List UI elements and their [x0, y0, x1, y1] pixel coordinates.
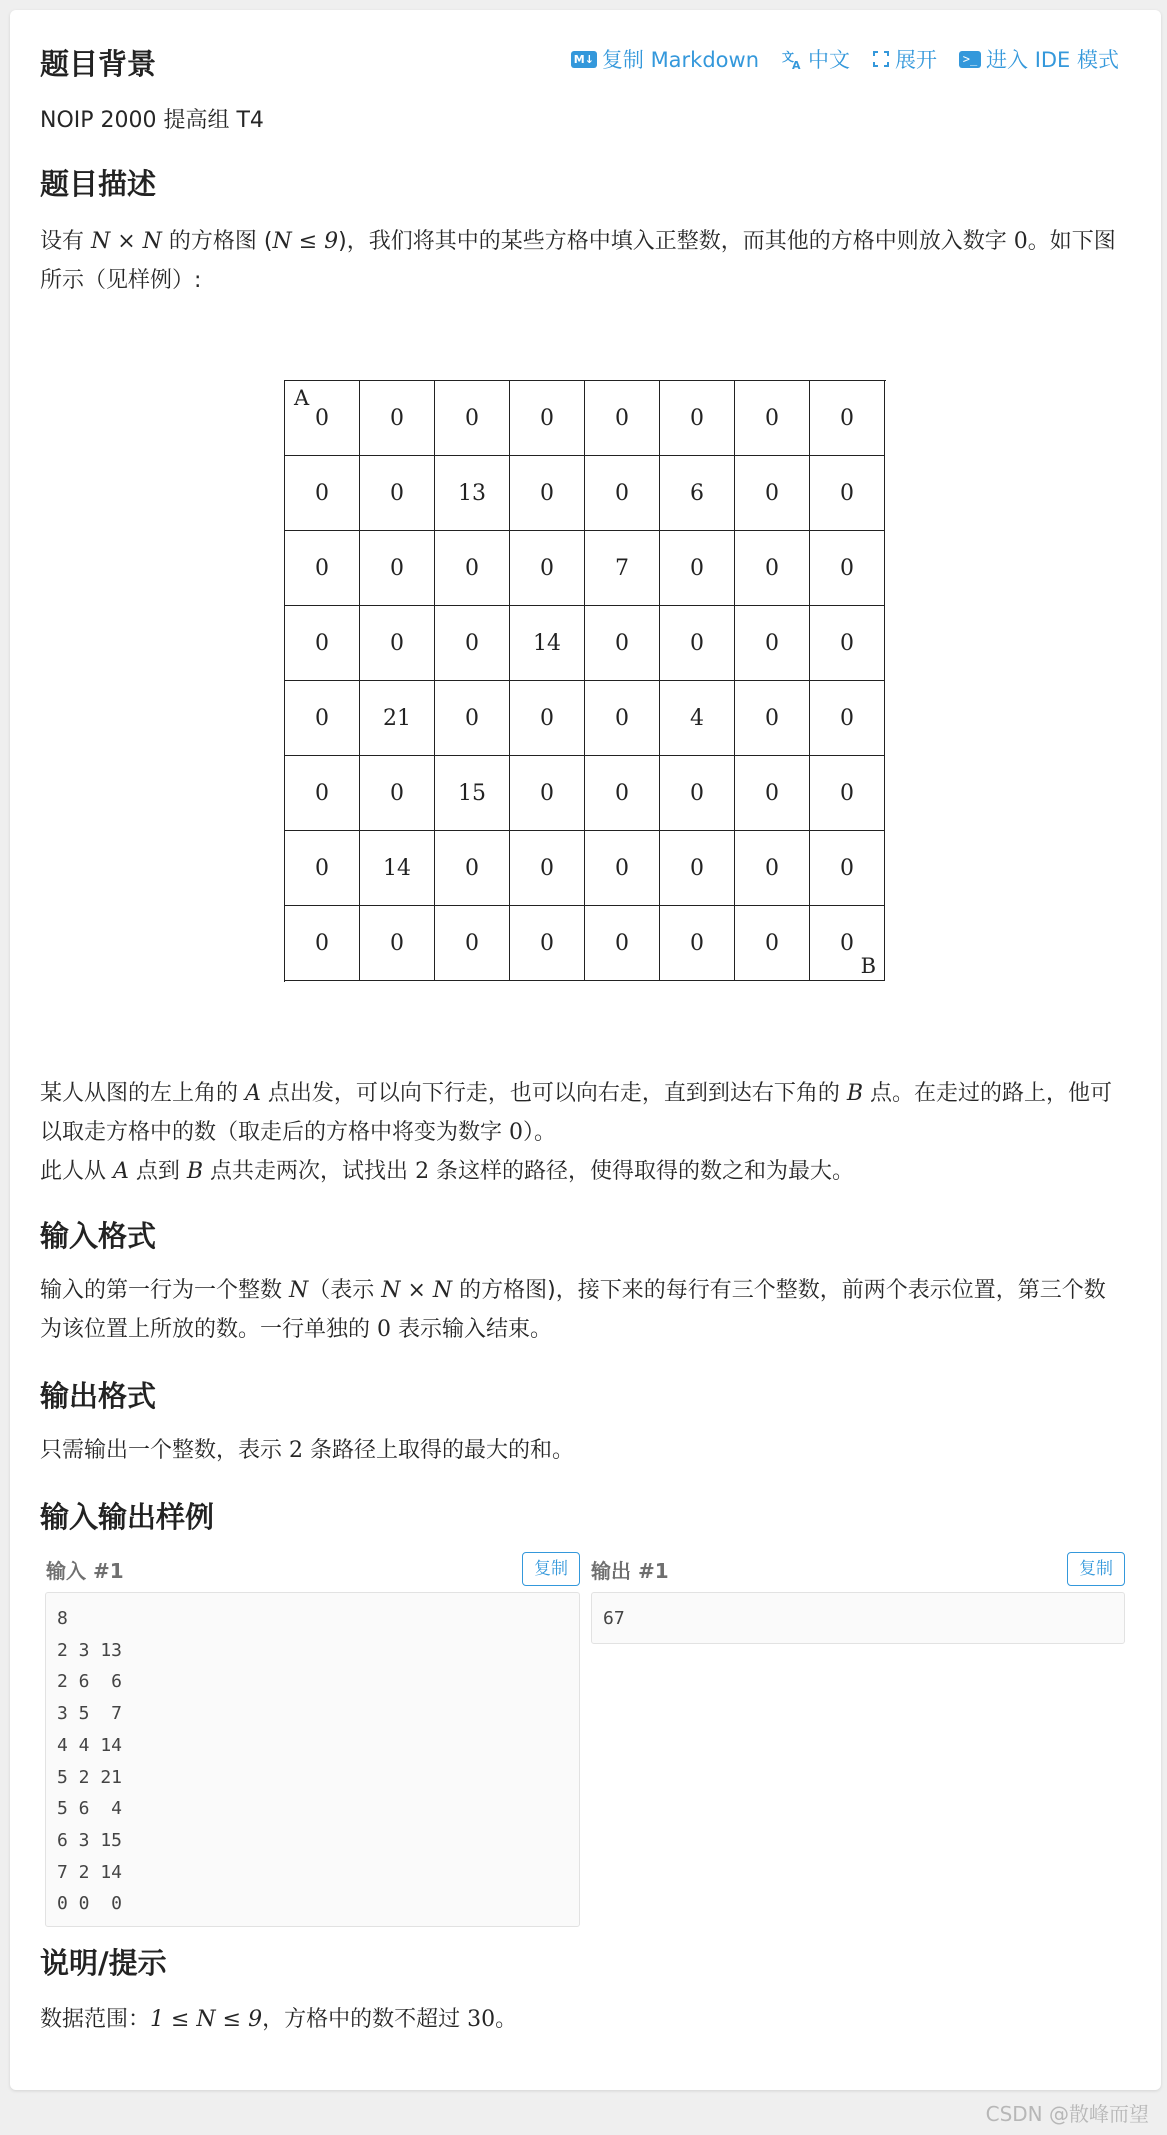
language-button[interactable] — [781, 44, 850, 74]
grid-cell-value: 0 — [465, 930, 479, 956]
grid-cell-value: 0 — [540, 780, 554, 806]
grid-cell — [285, 606, 360, 681]
sample-input-text: 8 2 3 13 2 6 6 3 5 7 4 4 14 5 2 21 5 6 4 6 3 15 7 2 14 0 0 0 — [57, 1608, 123, 1915]
grid-cell — [660, 606, 735, 681]
description-heading: 题目描述 — [40, 167, 157, 201]
grid-cell — [810, 606, 885, 681]
grid-cell-value: 4 — [690, 705, 704, 731]
sample-output-text: 67 — [603, 1608, 625, 1629]
grid-cell — [285, 906, 360, 981]
input-format-text — [40, 1271, 1120, 1349]
copy-output-button[interactable]: 复制 — [1067, 1552, 1125, 1586]
grid-cell — [360, 606, 435, 681]
grid-cell — [660, 456, 735, 531]
text-span: 设有 — [40, 229, 91, 254]
sample-input-box[interactable] — [45, 1592, 580, 1927]
grid-cell-value: 0 — [690, 555, 704, 581]
grid-cell-value: 0 — [390, 630, 404, 656]
grid-cell-value: 0 — [390, 780, 404, 806]
description-paragraph-2 — [40, 1074, 1120, 1152]
markdown-icon: M↓ — [571, 51, 597, 68]
grid-cell — [435, 756, 510, 831]
text-span: 某人从图的左上角的 — [40, 1081, 245, 1106]
grid-cell — [360, 831, 435, 906]
text-span: 点。在走过的路上，他可以取走方格中的数（取走后的方格中将变为数字 — [40, 1081, 1113, 1145]
grid-cell — [735, 831, 810, 906]
grid-cell-value: 0 — [690, 855, 704, 881]
grid-cell — [810, 456, 885, 531]
grid-cell-value: 0 — [540, 555, 554, 581]
grid-cell-value: 0 — [615, 705, 629, 731]
math-span: 2 — [289, 1438, 303, 1463]
text-span: 。如下图所示（见样例）: — [40, 229, 1116, 293]
grid-cell — [435, 681, 510, 756]
corner-label-b: B — [860, 954, 876, 978]
grid-cell — [585, 831, 660, 906]
text-span: ）。 — [523, 1120, 557, 1145]
grid-cell-value: 0 — [840, 855, 854, 881]
grid-cell — [735, 606, 810, 681]
math-span: N ≤ 9 — [272, 229, 339, 254]
math-span: 0 — [1013, 229, 1028, 254]
expand-button[interactable] — [872, 44, 937, 74]
grid-cell-value: 0 — [315, 930, 329, 956]
grid-cell-value: 0 — [615, 480, 629, 506]
grid-cell-value: 0 — [465, 555, 479, 581]
grid-cell-value: 0 — [615, 780, 629, 806]
grid-cell — [435, 381, 510, 456]
grid-cell — [810, 381, 885, 456]
text-span: 表示输入结束。 — [391, 1317, 552, 1342]
grid-cell-value: 14 — [383, 855, 411, 881]
grid-cell-value: 0 — [765, 630, 779, 656]
grid-cell — [510, 531, 585, 606]
sample-output-label: 输出 #1 — [591, 1559, 669, 1583]
sample-input-label: 输入 #1 — [46, 1559, 124, 1583]
grid-cell — [435, 456, 510, 531]
expand-icon — [872, 50, 890, 68]
grid-cell-value: 0 — [315, 705, 329, 731]
grid-cell-value: 0 — [690, 780, 704, 806]
math-span: A — [113, 1159, 129, 1184]
math-span: 30 — [467, 2007, 496, 2032]
grid-cell — [585, 381, 660, 456]
grid-cell-value: 0 — [765, 405, 779, 431]
grid-cell-value: 0 — [840, 780, 854, 806]
svg-text:A: A — [792, 59, 801, 70]
grid-cell — [285, 681, 360, 756]
grid-cell — [435, 831, 510, 906]
grid-cell — [360, 756, 435, 831]
grid-cell — [585, 681, 660, 756]
background-text: NOIP 2000 提高组 T4 — [40, 108, 264, 133]
grid-cell — [585, 756, 660, 831]
text-span: 只需输出一个整数，表示 — [40, 1438, 289, 1463]
grid-cell-value: 0 — [765, 705, 779, 731]
math-span: 0 — [377, 1317, 391, 1342]
grid-cell — [735, 381, 810, 456]
grid-cell-value: 0 — [615, 855, 629, 881]
grid-cell — [510, 456, 585, 531]
grid-cell-value: 14 — [533, 630, 561, 656]
text-span: 的方格图)，接下来的每行有三个整数，前两个表示位置，第三个数为该位置上所放的数。一行单独的 — [40, 1278, 1106, 1342]
math-span: A — [245, 1081, 261, 1106]
grid-cell-value: 21 — [383, 705, 411, 731]
text-span: )，我们将其中的某些方格中填入正整数，而其他的方格中则放入数字 — [338, 229, 1014, 254]
math-span: N × N — [91, 229, 162, 254]
text-span: 点到 — [128, 1159, 187, 1184]
grid-cell — [285, 831, 360, 906]
text-span: 数据范围： — [40, 2007, 151, 2032]
toolbar — [571, 44, 1119, 74]
translate-icon — [781, 48, 803, 70]
sample-output-box[interactable] — [591, 1592, 1125, 1644]
grid-cell-value: 0 — [390, 555, 404, 581]
text-span: 输入的第一行为一个整数 — [40, 1278, 289, 1303]
grid-cell-value: 0 — [765, 930, 779, 956]
output-format-heading: 输出格式 — [40, 1379, 157, 1413]
grid-cell — [360, 381, 435, 456]
grid-cell-value: 0 — [765, 855, 779, 881]
copy-markdown-button[interactable] — [571, 44, 759, 74]
grid-cell — [285, 531, 360, 606]
description-paragraph-3 — [40, 1152, 1120, 1191]
grid-cell — [660, 381, 735, 456]
grid-cell — [585, 531, 660, 606]
grid-cell — [360, 681, 435, 756]
language-label: 中文 — [808, 48, 851, 72]
ide-mode-label: 进入 IDE 模式 — [986, 48, 1119, 72]
text-span: 的方格图 ( — [161, 229, 273, 254]
grid-cell — [660, 831, 735, 906]
grid-cell-value: 13 — [458, 480, 486, 506]
grid-cell — [360, 456, 435, 531]
grid-cell — [285, 756, 360, 831]
grid-cell — [510, 756, 585, 831]
grid-cell-value: 0 — [315, 855, 329, 881]
grid-cell — [660, 756, 735, 831]
grid-cell — [585, 906, 660, 981]
grid-cell — [660, 681, 735, 756]
grid-cell-value: 0 — [540, 855, 554, 881]
math-span: 2 — [415, 1159, 430, 1184]
grid-cell-value: 0 — [690, 630, 704, 656]
ide-mode-button[interactable] — [959, 44, 1119, 74]
grid-cell-value: 0 — [390, 480, 404, 506]
terminal-icon: >_ — [959, 51, 981, 68]
grid-cell-value: 0 — [315, 405, 329, 431]
grid-cell-value: 0 — [765, 555, 779, 581]
grid-cell — [810, 831, 885, 906]
grid-cell-value: 0 — [840, 930, 854, 956]
grid-cell-value: 0 — [465, 705, 479, 731]
grid-cell-value: 0 — [840, 480, 854, 506]
grid-cell-value: 0 — [765, 480, 779, 506]
text-span: 条路径上取得的最大的和。 — [303, 1438, 574, 1463]
math-span: B — [846, 1081, 864, 1106]
grid-cell-value: 0 — [840, 405, 854, 431]
math-span: B — [186, 1159, 204, 1184]
grid-cell — [285, 456, 360, 531]
background-heading: 题目背景 — [40, 47, 157, 81]
grid-cell — [360, 531, 435, 606]
grid-cell-value: 0 — [315, 555, 329, 581]
grid-cell — [360, 906, 435, 981]
grid-cell — [435, 906, 510, 981]
grid-cell — [660, 906, 735, 981]
text-span: （表示 — [308, 1278, 382, 1303]
grid-cell-value: 15 — [458, 780, 486, 806]
grid-cell-value: 0 — [840, 630, 854, 656]
text-span: ，方格中的数不超过 — [262, 2007, 468, 2032]
grid-cell — [810, 756, 885, 831]
grid-cell-value: 0 — [840, 555, 854, 581]
grid-cell — [585, 606, 660, 681]
text-span: 条这样的路径，使得取得的数之和为最大。 — [429, 1159, 855, 1184]
corner-label-a: A — [294, 386, 310, 410]
grid-cell-value: 0 — [540, 405, 554, 431]
text-span: 点出发，可以向下行走，也可以向右走，直到到达右下角的 — [260, 1081, 847, 1106]
grid-cell — [660, 531, 735, 606]
grid-cell — [285, 381, 360, 456]
grid-cell — [735, 456, 810, 531]
grid-cell — [510, 831, 585, 906]
grid-cell-value: 0 — [690, 405, 704, 431]
number-grid-figure — [284, 380, 886, 982]
watermark: CSDN @散峰而望 — [985, 2102, 1149, 2126]
grid-cell — [510, 681, 585, 756]
grid-cell-value: 0 — [540, 705, 554, 731]
math-span: N × N — [381, 1278, 453, 1303]
grid-cell-value: 0 — [390, 405, 404, 431]
copy-input-button[interactable]: 复制 — [522, 1552, 580, 1586]
grid-cell-value: 0 — [615, 630, 629, 656]
grid-cell-value: 0 — [615, 405, 629, 431]
grid-cell-value: 0 — [315, 780, 329, 806]
output-format-text — [40, 1431, 1120, 1470]
math-span: 0 — [509, 1120, 523, 1145]
grid-cell — [435, 606, 510, 681]
expand-label: 展开 — [895, 48, 938, 72]
description-paragraph-1 — [40, 222, 1120, 300]
grid-cell — [735, 531, 810, 606]
grid-cell-value: 6 — [690, 480, 704, 506]
samples-heading: 输入输出样例 — [40, 1500, 215, 1534]
grid-cell — [735, 756, 810, 831]
grid-cell-value: 0 — [840, 705, 854, 731]
grid-cell-value: 0 — [465, 855, 479, 881]
grid-cell — [510, 606, 585, 681]
text-span: 。 — [495, 2007, 518, 2032]
svg-text:文: 文 — [782, 50, 795, 64]
math-span: N — [289, 1278, 309, 1303]
grid-cell — [435, 531, 510, 606]
copy-markdown-label: 复制 Markdown — [601, 48, 760, 72]
grid-cell — [810, 531, 885, 606]
grid-cell-value: 0 — [465, 405, 479, 431]
grid-cell — [735, 681, 810, 756]
grid-cell-value: 0 — [315, 630, 329, 656]
hint-text — [40, 2000, 1120, 2039]
input-format-heading: 输入格式 — [40, 1219, 157, 1253]
grid-cell-value: 0 — [465, 630, 479, 656]
grid-cell — [735, 906, 810, 981]
grid-cell — [510, 906, 585, 981]
grid-cell — [810, 681, 885, 756]
hint-heading: 说明/提示 — [40, 1946, 167, 1980]
text-span: 此人从 — [40, 1159, 113, 1184]
grid-cell-value: 0 — [390, 930, 404, 956]
grid-cell-value: 0 — [615, 930, 629, 956]
grid-cell — [510, 381, 585, 456]
grid-cell-value: 0 — [540, 480, 554, 506]
grid-cell — [585, 456, 660, 531]
grid-cell — [810, 906, 885, 981]
grid-cell-value: 0 — [540, 930, 554, 956]
grid-cell-value: 0 — [765, 780, 779, 806]
grid-cell-value: 0 — [315, 480, 329, 506]
math-span: 1 ≤ N ≤ 9 — [150, 2007, 263, 2032]
text-span: 点共走两次，试找出 — [203, 1159, 416, 1184]
grid-cell-value: 7 — [615, 555, 629, 581]
grid-cell-value: 0 — [690, 930, 704, 956]
